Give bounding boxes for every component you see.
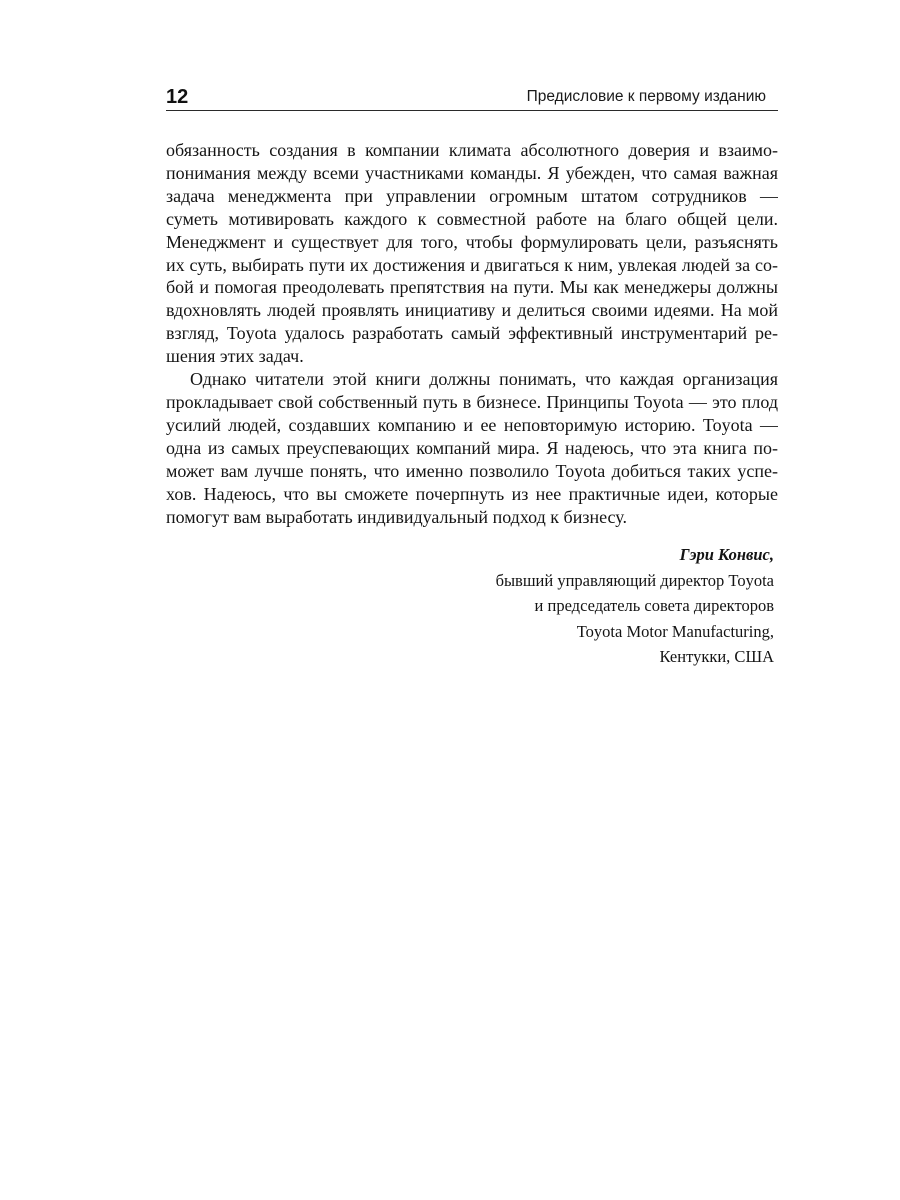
running-head: Предисловие к первому изданию <box>526 88 766 105</box>
signature-line: Кентукки, США <box>659 647 774 666</box>
signature-line: бывший управляющий директор Toyota <box>495 570 774 590</box>
text-line: шения этих задач. <box>166 346 304 367</box>
signature-block <box>354 542 774 670</box>
signature-name: Гэри Конвис, <box>679 545 774 564</box>
text-line: бой и помогая преодолевать препятствия на пути. Мы как менеджеры должны <box>166 277 778 298</box>
text-line: суметь мотивировать каждого к совместной работе на благо общей цели. <box>166 208 778 229</box>
text-line: вдохновлять людей проявлять инициативу и делиться своими идеями. На мой <box>166 300 778 321</box>
page-header <box>166 84 778 111</box>
text-line: помогут вам выработать индивидуальный подход к бизнесу. <box>166 506 627 527</box>
text-line: задача менеджмента при управлении огромным штатом сотрудников — <box>166 185 778 206</box>
page-number: 12 <box>166 86 189 108</box>
paragraph-2 <box>166 368 778 528</box>
text-line: взгляд, Toyota удалось разработать самый эффективный инструментарий ре- <box>166 323 778 344</box>
text-line: обязанность создания в компании климата абсолютного доверия и взаимо- <box>166 140 778 160</box>
paragraph-1 <box>166 139 778 368</box>
text-line: Однако читатели этой книги должны понимать, что каждая организация <box>190 369 778 390</box>
signature-line: и председатель совета директоров <box>534 596 774 615</box>
text-line: прокладывает свой собственный путь в бизнесе. Принципы Toyota — это плод <box>166 391 778 412</box>
body-text <box>166 139 778 528</box>
text-line: Менеджмент и существует для того, чтобы формулировать цели, разъяснять <box>166 231 778 252</box>
text-line: одна из самых преуспевающих компаний мира. Я надеюсь, что эта книга по- <box>166 437 778 458</box>
text-line: хов. Надеюсь, что вы сможете почерпнуть из нее практичные идеи, которые <box>166 483 778 504</box>
signature-line: Toyota Motor Manufacturing, <box>576 621 774 641</box>
text-line: понимания между всеми участниками команды. Я убежден, что самая важная <box>166 162 778 183</box>
text-line: может вам лучше понять, что именно позволило Toyota добиться таких успе- <box>166 460 778 481</box>
text-line: их суть, выбирать пути их достижения и двигаться к ним, увлекая людей за со- <box>166 254 778 275</box>
text-line: усилий людей, создавших компанию и ее неповторимую историю. Toyota — <box>166 414 778 435</box>
